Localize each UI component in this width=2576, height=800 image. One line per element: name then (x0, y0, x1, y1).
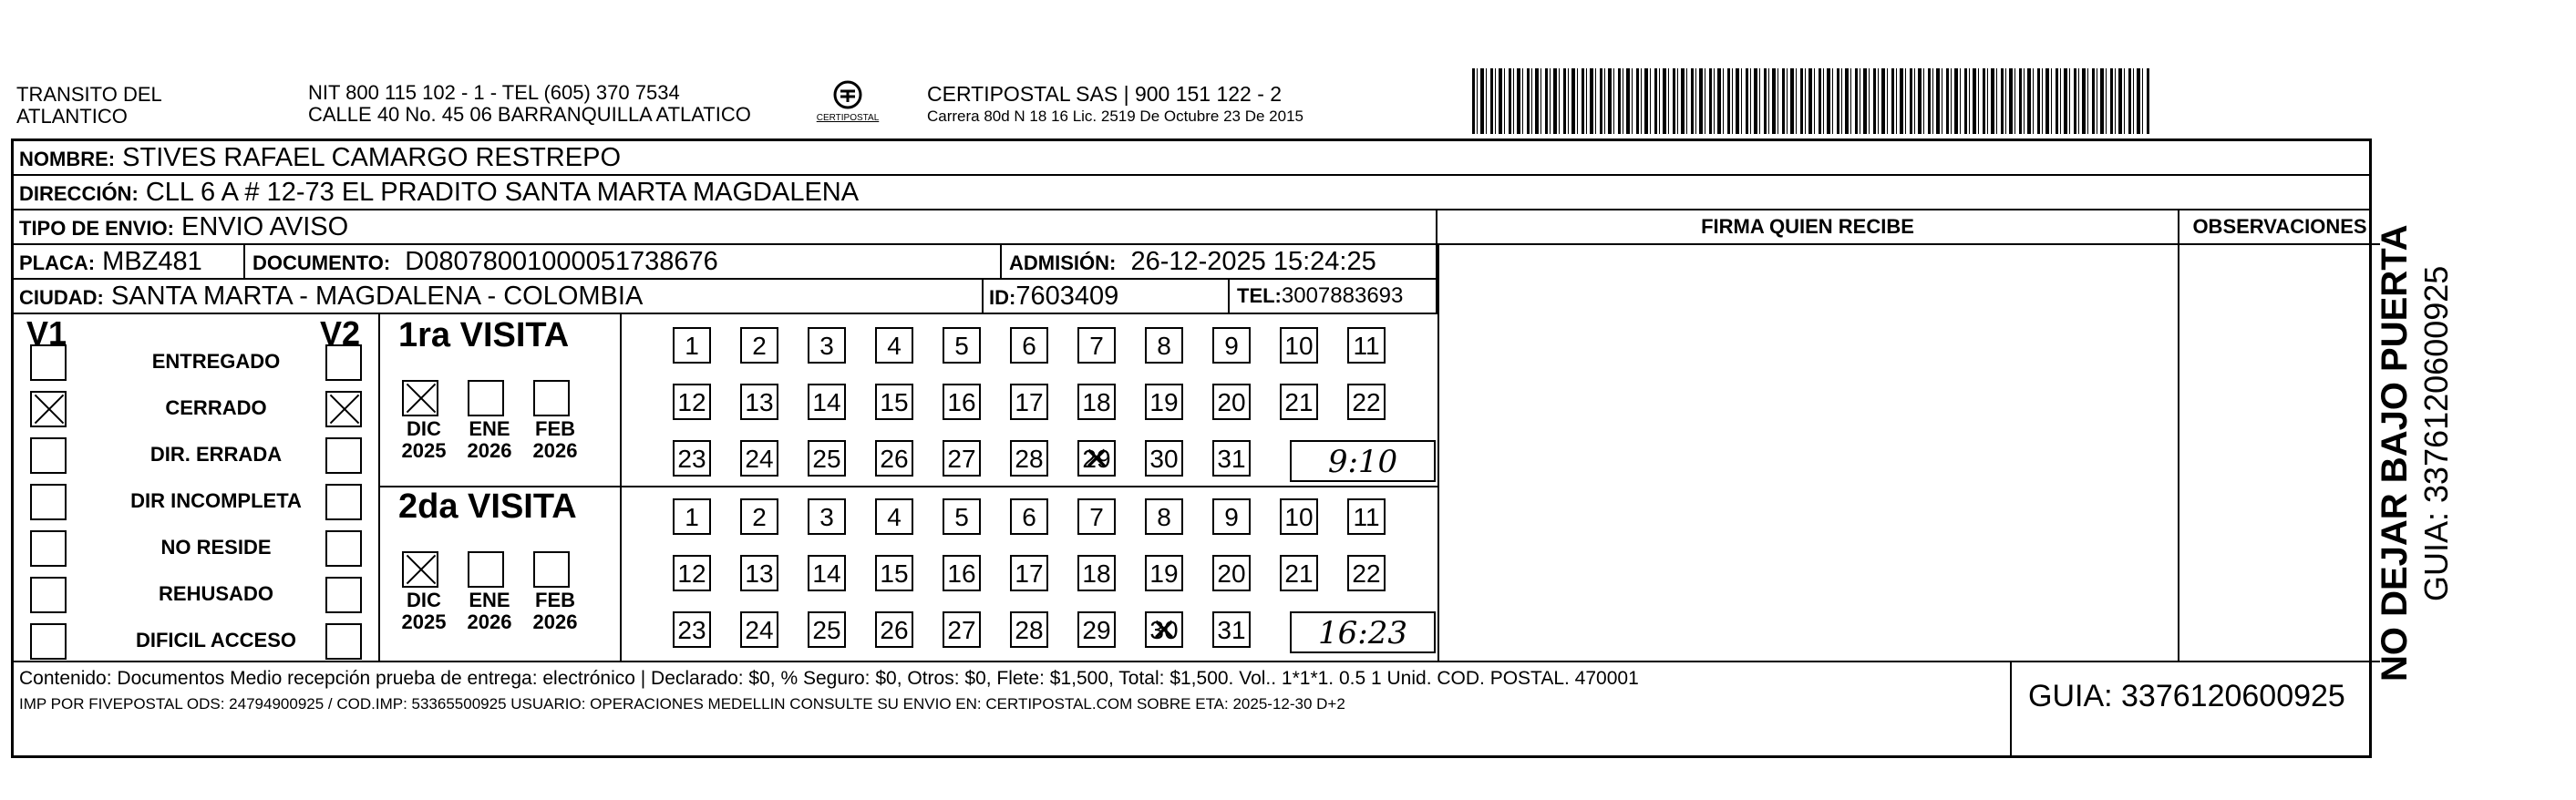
v2-label: V2 (320, 314, 361, 352)
visit0-day-4[interactable]: 4 (875, 327, 913, 364)
v1-checkbox-3[interactable] (30, 484, 67, 520)
status-label-5: REHUSADO (159, 582, 273, 605)
visit0-month-label-0: DIC (407, 417, 441, 440)
barcode (1472, 68, 2151, 134)
visit1-day-6[interactable]: 6 (1010, 498, 1048, 535)
status-label-0: ENTREGADO (151, 350, 281, 373)
visit0-day-18[interactable]: 18 (1077, 384, 1116, 420)
visit1-time: 16:23 (1290, 611, 1436, 653)
visit0-month-checkbox-2[interactable] (533, 380, 570, 416)
placa-field: PLACA: MBZ481 (19, 247, 202, 276)
visit0-time: 9:10 (1290, 440, 1436, 482)
visit0-day-22[interactable]: 22 (1347, 384, 1386, 420)
visit0-day-11[interactable]: 11 (1347, 327, 1386, 364)
row-direccion: DIRECCIÓN: CLL 6 A # 12-73 EL PRADITO SANTA MARTA MAGDALENA (14, 176, 2370, 210)
visit1-day-5[interactable]: 5 (943, 498, 981, 535)
visit0-month-label-2: FEB (535, 417, 575, 440)
tel-field: TEL:3007883693 (1237, 283, 1404, 308)
visit0-day-20[interactable]: 20 (1212, 384, 1251, 420)
visit0-day-10[interactable]: 10 (1280, 327, 1318, 364)
visit1-day-12[interactable]: 12 (673, 555, 711, 591)
sender-contact: NIT 800 115 102 - 1 - TEL (605) 370 7534 CALLE 40 No. 45 06 BARRANQUILLA ATLATICO (308, 81, 751, 126)
visit1-month-checkbox-2[interactable] (533, 551, 570, 588)
visit1-month-label-1: ENE (469, 589, 510, 611)
status-label-6: DIFICIL ACCESO (135, 629, 296, 651)
visit0-day-26[interactable]: 26 (875, 440, 913, 477)
certipostal-logo: CERTIPOSTAL (811, 78, 884, 129)
visit1-day-28[interactable]: 28 (1010, 611, 1048, 648)
visit1-day-14[interactable]: 14 (808, 555, 846, 591)
v2-checkbox-5[interactable] (325, 577, 362, 613)
visit1-day-25[interactable]: 25 (808, 611, 846, 648)
visit1-day-19[interactable]: 19 (1145, 555, 1183, 591)
visit1-day-10[interactable]: 10 (1280, 498, 1318, 535)
observaciones-header: OBSERVACIONES (2178, 210, 2380, 245)
visit1-day-30[interactable]: 30 ✕ (1145, 611, 1183, 648)
direccion-value: CLL 6 A # 12-73 EL PRADITO SANTA MARTA MAGDALENA (145, 178, 860, 207)
visit0-year-label-2: 2026 (532, 439, 578, 462)
visit1-day-2[interactable]: 2 (740, 498, 778, 535)
visit1-day-13[interactable]: 13 (740, 555, 778, 591)
v1-checkbox-6[interactable] (30, 623, 67, 660)
visit1-day-17[interactable]: 17 (1010, 555, 1048, 591)
visit0-day-23[interactable]: 23 (673, 440, 711, 477)
id-field: ID:7603409 (989, 282, 1119, 311)
visit1-day-9[interactable]: 9 (1212, 498, 1251, 535)
visit0-day-9[interactable]: 9 (1212, 327, 1251, 364)
visit0-year-label-0: 2025 (401, 439, 447, 462)
visit1-month-checkbox-1[interactable] (468, 551, 504, 588)
visit1-day-24[interactable]: 24 (740, 611, 778, 648)
visit0-day-12[interactable]: 12 (673, 384, 711, 420)
visit0-day-28[interactable]: 28 (1010, 440, 1048, 477)
sender-name: TRANSITO DEL ATLANTICO (16, 83, 162, 128)
visit0-day-14[interactable]: 14 (808, 384, 846, 420)
status-label-2: DIR. ERRADA (149, 443, 283, 466)
courier-license: Carrera 80d N 18 16 Lic. 2519 De Octubre 23 De 2015 (927, 108, 1303, 125)
visit0-month-checkbox-1[interactable] (468, 380, 504, 416)
v2-checkbox-1[interactable] (325, 391, 362, 427)
row-placa (14, 245, 1437, 280)
visit0-day-13[interactable]: 13 (740, 384, 778, 420)
visit1-day-3[interactable]: 3 (808, 498, 846, 535)
visit1-day-31[interactable]: 31 (1212, 611, 1251, 648)
visit1-day-20[interactable]: 20 (1212, 555, 1251, 591)
footer-guia: GUIA: 3376120600925 (2028, 679, 2345, 713)
visit1-day-1[interactable]: 1 (673, 498, 711, 535)
footer-imp: IMP POR FIVEPOSTAL ODS: 24794900925 / COD.IMP: 53365500925 USUARIO: OPERACIONES MEDELLIN CONSULTE SU ENVIO EN: CERTIPOSTAL.COM SOBRE ETA: 2025-12-30 D+2 (19, 695, 1345, 713)
v1-checkbox-1[interactable] (30, 391, 67, 427)
side-guia: GUIA: 3376120600925 (2417, 265, 2455, 601)
visit1-year-label-0: 2025 (401, 610, 447, 633)
visit0-day-27[interactable]: 27 (943, 440, 981, 477)
visit0-day-24[interactable]: 24 (740, 440, 778, 477)
visit1-day-27[interactable]: 27 (943, 611, 981, 648)
v1-checkbox-2[interactable] (30, 437, 67, 474)
visit-title-0: 1ra VISITA (398, 316, 570, 354)
visit0-day-1[interactable]: 1 (673, 327, 711, 364)
visit0-day-15[interactable]: 15 (875, 384, 913, 420)
documento-field: DOCUMENTO: D08078001000051738676 (252, 247, 718, 276)
v1-checkbox-0[interactable] (30, 344, 67, 381)
visit0-day-17[interactable]: 17 (1010, 384, 1048, 420)
visit1-day-21[interactable]: 21 (1280, 555, 1318, 591)
visit1-day-16[interactable]: 16 (943, 555, 981, 591)
v2-checkbox-2[interactable] (325, 437, 362, 474)
visit0-month-label-1: ENE (469, 417, 510, 440)
status-label-3: DIR INCOMPLETA (130, 489, 302, 512)
visit1-day-22[interactable]: 22 (1347, 555, 1386, 591)
visit0-day-3[interactable]: 3 (808, 327, 846, 364)
v2-checkbox-4[interactable] (325, 530, 362, 567)
visit1-year-label-1: 2026 (467, 610, 512, 633)
delivery-form (11, 138, 2372, 758)
visit1-day-8[interactable]: 8 (1145, 498, 1183, 535)
visit0-day-6[interactable]: 6 (1010, 327, 1048, 364)
visit1-day-11[interactable]: 11 (1347, 498, 1386, 535)
visit1-day-26[interactable]: 26 (875, 611, 913, 648)
visit0-day-21[interactable]: 21 (1280, 384, 1318, 420)
visit0-day-7[interactable]: 7 (1077, 327, 1116, 364)
visit1-day-4[interactable]: 4 (875, 498, 913, 535)
visit0-month-checkbox-0[interactable] (402, 380, 438, 416)
visit0-day-25[interactable]: 25 (808, 440, 846, 477)
status-label-4: NO RESIDE (160, 536, 272, 559)
v1-checkbox-5[interactable] (30, 577, 67, 613)
status-label-1: CERRADO (165, 396, 267, 419)
visit0-day-19[interactable]: 19 (1145, 384, 1183, 420)
row-tipo-envio: TIPO DE ENVIO: ENVIO AVISO (14, 210, 1437, 245)
visit1-month-label-0: DIC (407, 589, 441, 611)
visit0-day-2[interactable]: 2 (740, 327, 778, 364)
visit1-day-18[interactable]: 18 (1077, 555, 1116, 591)
side-warning: NO DEJAR BAJO PUERTA (2375, 224, 2415, 682)
visit0-day-31[interactable]: 31 (1212, 440, 1251, 477)
footer-content: Contenido: Documentos Medio recepción prueba de entrega: electrónico | Declarado: $0, % Seguro: $0, Otros: $0, Flete: $1,500, Total: $1,500. Vol.. 1*1*1. 0.5 1 Unid. COD. POSTAL. 470001 (19, 668, 1639, 689)
v2-checkbox-0[interactable] (325, 344, 362, 381)
tipo-value: ENVIO AVISO (180, 212, 349, 241)
row-nombre: NOMBRE: STIVES RAFAEL CAMARGO RESTREPO (14, 141, 2370, 176)
visit1-day-23[interactable]: 23 (673, 611, 711, 648)
visit0-year-label-1: 2026 (467, 439, 512, 462)
v2-checkbox-6[interactable] (325, 623, 362, 660)
firma-header: FIRMA QUIEN RECIBE (1437, 210, 2178, 245)
visit0-day-8[interactable]: 8 (1145, 327, 1183, 364)
v1-checkbox-4[interactable] (30, 530, 67, 567)
courier-name: CERTIPOSTAL SAS | 900 151 122 - 2 (927, 82, 1283, 106)
visit1-day-15[interactable]: 15 (875, 555, 913, 591)
visit0-day-29[interactable]: 29 ✕ (1077, 440, 1116, 477)
visit0-day-16[interactable]: 16 (943, 384, 981, 420)
v1-label: V1 (26, 314, 67, 352)
visit1-year-label-2: 2026 (532, 610, 578, 633)
visit1-day-29[interactable]: 29 (1077, 611, 1116, 648)
visit1-month-checkbox-0[interactable] (402, 551, 438, 588)
visit0-day-30[interactable]: 30 (1145, 440, 1183, 477)
ciudad-field: CIUDAD: SANTA MARTA - MAGDALENA - COLOMBIA (19, 282, 644, 311)
v2-checkbox-3[interactable] (325, 484, 362, 520)
nombre-value: STIVES RAFAEL CAMARGO RESTREPO (122, 143, 621, 172)
visit1-month-label-2: FEB (535, 589, 575, 611)
row-ciudad (14, 280, 1437, 314)
visit1-day-7[interactable]: 7 (1077, 498, 1116, 535)
visit0-day-5[interactable]: 5 (943, 327, 981, 364)
admision-field: ADMISIÓN: 26-12-2025 15:24:25 (1009, 247, 1376, 276)
visit-title-1: 2da VISITA (398, 487, 577, 526)
